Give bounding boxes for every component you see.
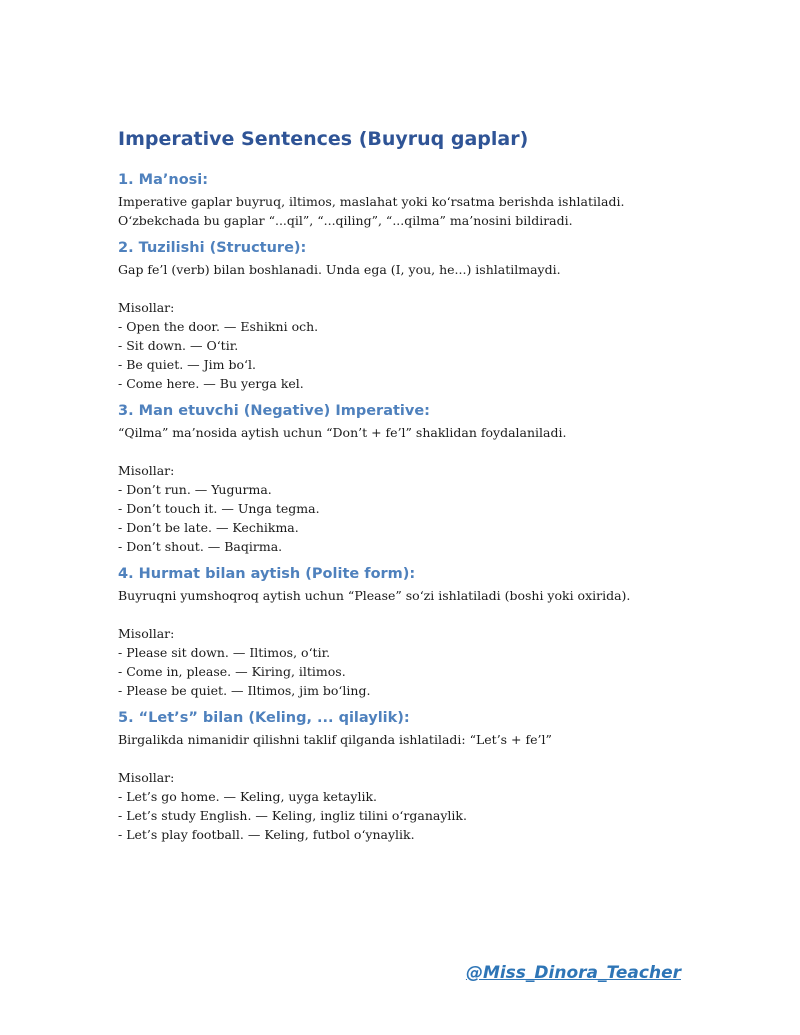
- example-item: - Let’s study English. — Keling, ingliz tilini o‘rganaylik.: [118, 808, 467, 823]
- example-item: - Let’s go home. — Keling, uyga ketaylik.: [118, 789, 378, 804]
- example-item: - Be quiet. — Jim bo‘l.: [118, 357, 256, 372]
- example-item: - Don’t be late. — Kechikma.: [118, 520, 299, 535]
- section-text: Buyruqni yumshoqroq aytish uchun “Please” so‘zi ishlatiladi (boshi yoki oxirida).: [118, 588, 631, 603]
- section-text: Gap fe’l (verb) bilan boshlanadi. Unda ega (I, you, he...) ishlatilmaydi.: [118, 262, 561, 277]
- section-text: “Qilma” ma’nosida aytish uchun “Don’t + fe’l” shaklidan foydalaniladi.: [118, 425, 567, 440]
- examples-label: Misollar:: [118, 300, 175, 315]
- section-negative: [118, 400, 688, 556]
- blank-line: [118, 442, 688, 461]
- example-item: - Please be quiet. — Iltimos, jim bo‘ling.: [118, 683, 371, 698]
- blank-line: [118, 279, 688, 298]
- section-heading: 2. Tuzilishi (Structure):: [118, 240, 307, 256]
- example-item: - Please sit down. — Iltimos, o‘tir.: [118, 645, 331, 660]
- section-heading: 4. Hurmat bilan aytish (Polite form):: [118, 566, 416, 582]
- section-polite: [118, 563, 688, 700]
- section-structure: [118, 237, 688, 393]
- blank-line: [118, 749, 688, 768]
- examples-label: Misollar:: [118, 626, 175, 641]
- example-item: - Come here. — Bu yerga kel.: [118, 376, 304, 391]
- section-heading: 1. Ma’nosi:: [118, 172, 209, 188]
- example-item: - Come in, please. — Kiring, iltimos.: [118, 664, 346, 679]
- section-meaning: [118, 169, 688, 230]
- author-handle-link[interactable]: @Miss_Dinora_Teacher: [465, 963, 681, 983]
- example-item: - Open the door. — Eshikni och.: [118, 319, 319, 334]
- section-lets: [118, 707, 688, 844]
- example-item: - Don’t run. — Yugurma.: [118, 482, 272, 497]
- example-item: - Don’t shout. — Baqirma.: [118, 539, 283, 554]
- example-item: - Sit down. — O‘tir.: [118, 338, 239, 353]
- blank-line: [118, 605, 688, 624]
- example-item: - Let’s play football. — Keling, futbol o‘ynaylik.: [118, 827, 415, 842]
- page-title: Imperative Sentences (Buyruq gaplar): [118, 128, 529, 150]
- examples-label: Misollar:: [118, 463, 175, 478]
- section-text: Birgalikda nimanidir qilishni taklif qilganda ishlatiladi: “Let’s + fe’l”: [118, 732, 552, 747]
- section-heading: 3. Man etuvchi (Negative) Imperative:: [118, 403, 430, 419]
- examples-label: Misollar:: [118, 770, 175, 785]
- example-item: - Don’t touch it. — Unga tegma.: [118, 501, 320, 516]
- document-page: [118, 126, 688, 851]
- section-heading: 5. “Let’s” bilan (Keling, ... qilaylik):: [118, 710, 410, 726]
- section-text: Imperative gaplar buyruq, iltimos, maslahat yoki ko‘rsatma berishda ishlatiladi. O‘zbekchada bu gaplar “...qil”, “...qiling”, “...qilma” ma’nosini bildiradi.: [118, 194, 625, 228]
